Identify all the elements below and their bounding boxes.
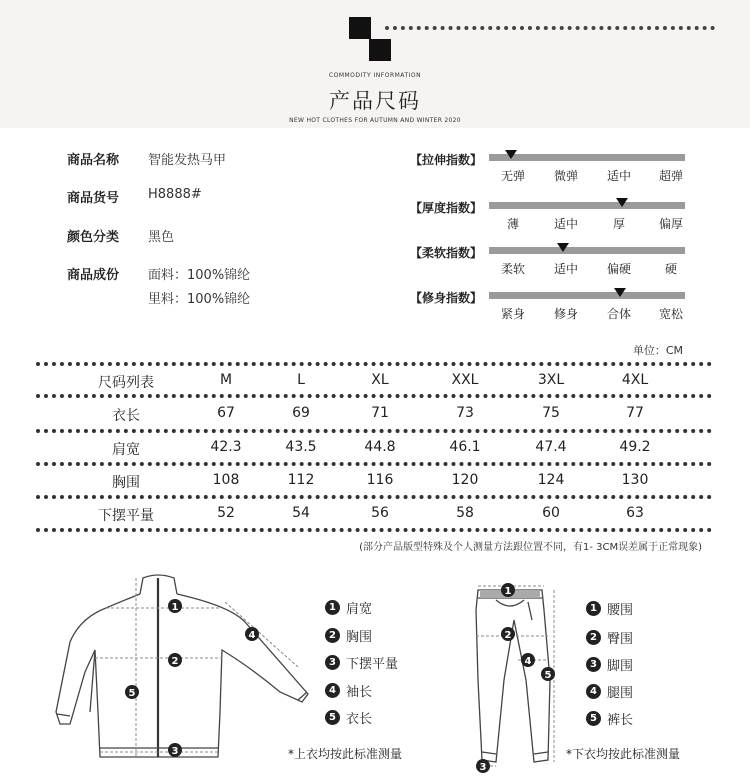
index-option-2-0: 柔软	[500, 262, 525, 276]
table-cell: 69	[292, 405, 310, 421]
legend-item-4	[325, 681, 372, 700]
measurement-note: (部分产品版型特殊及个人测量方法跟位置不同，有1- 3CM误差属于正常现象)	[359, 542, 702, 553]
table-divider-5	[36, 528, 712, 532]
legend-label: 袖长	[346, 685, 373, 700]
table-row-label: 肩宽	[112, 442, 140, 458]
legend-label: 胸围	[346, 630, 373, 645]
table-cell: 77	[626, 405, 644, 421]
table-cell: 67	[217, 405, 235, 421]
index-option-0-1: 微弹	[553, 169, 578, 183]
legend-label: 臀围	[607, 632, 634, 647]
index-label-1: 【厚度指数】	[410, 201, 483, 215]
table-cell: 112	[287, 472, 315, 488]
table-header-size: L	[297, 372, 305, 388]
table-cell: 75	[542, 405, 560, 421]
jacket-marker-4-label: 4	[248, 630, 256, 641]
pants-markers	[476, 583, 555, 773]
legend-number-badge: 1	[586, 601, 601, 616]
legend-label: 下摆平量	[346, 657, 399, 672]
index-option-3-0: 紧身	[500, 307, 525, 321]
index-marker-3	[614, 288, 626, 297]
legend-number-badge: 5	[325, 710, 340, 725]
table-cell: 58	[456, 505, 474, 521]
index-option-0-0: 无弹	[500, 169, 525, 183]
index-option-1-2: 厚	[612, 217, 625, 231]
index-marker-2	[557, 243, 569, 252]
table-cell: 73	[456, 405, 474, 421]
header-tagline-en: NEW HOT CLOTHES FOR AUTUMN AND WINTER 2020	[289, 117, 461, 124]
product-sku-label: 商品货号	[67, 191, 120, 206]
table-header-size: XXL	[451, 372, 479, 388]
index-option-3-1: 修身	[553, 307, 578, 321]
index-option-0-2: 适中	[606, 169, 631, 183]
legend-number-badge: 2	[325, 628, 340, 643]
table-cell: 47.4	[535, 439, 567, 455]
color-value: 黑色	[148, 230, 175, 245]
legend-label: 裤长	[607, 713, 634, 728]
pants-marker-2-label: 2	[504, 630, 512, 641]
legend-number-badge: 3	[586, 657, 601, 672]
legend-item-3	[325, 653, 398, 672]
jacket-marker-5-label: 5	[128, 688, 136, 699]
table-header-label: 尺码列表	[98, 375, 154, 391]
table-row-label: 衣长	[112, 408, 140, 424]
table-cell: 116	[366, 472, 394, 488]
index-bar-0	[489, 154, 685, 161]
composition-lining-value: 里料：100%锦纶	[148, 292, 251, 307]
pants-marker-3-label: 3	[479, 762, 487, 773]
legend-item-4	[586, 682, 633, 701]
legend-item-1	[586, 599, 633, 618]
index-label-2: 【柔软指数】	[410, 246, 483, 260]
legend-number-badge: 2	[586, 630, 601, 645]
jacket-marker-3-label: 3	[171, 746, 179, 757]
index-marker-1	[616, 198, 628, 207]
index-option-2-2: 偏硬	[606, 262, 631, 276]
index-label-0: 【拉伸指数】	[410, 153, 483, 167]
table-divider-0	[36, 362, 712, 366]
table-cell: 120	[451, 472, 479, 488]
product-name-value: 智能发热马甲	[148, 153, 227, 168]
table-cell: 71	[371, 405, 389, 421]
pants-marker-4-label: 4	[524, 656, 532, 667]
legend-number-badge: 4	[325, 683, 340, 698]
table-header-size: 3XL	[537, 372, 565, 388]
legend-item-5	[586, 709, 633, 728]
table-cell: 43.5	[285, 439, 317, 455]
table-cell: 63	[626, 505, 644, 521]
pants-diagram	[466, 580, 566, 776]
header-dotted-line	[385, 26, 715, 30]
logo-square-bottom	[369, 39, 391, 61]
table-row-label: 胸围	[112, 475, 140, 491]
legend-label: 腿围	[607, 686, 634, 701]
table-row-label: 下摆平量	[98, 508, 154, 524]
table-cell: 44.8	[364, 439, 396, 455]
logo-square-top	[349, 17, 371, 39]
index-bar-3	[489, 292, 685, 299]
legend-number-badge: 5	[586, 711, 601, 726]
index-option-1-0: 薄	[506, 217, 519, 231]
jacket-marker-2-label: 2	[171, 656, 179, 667]
table-header-size: XL	[371, 372, 389, 388]
legend-label: 衣长	[346, 712, 373, 727]
table-header-size: 4XL	[621, 372, 649, 388]
pants-footnote: *下衣均按此标准测量	[566, 747, 681, 761]
table-header-size: M	[219, 372, 233, 388]
jacket-markers	[125, 599, 259, 757]
legend-number-badge: 3	[325, 655, 340, 670]
index-label-3: 【修身指数】	[410, 291, 483, 305]
legend-label: 肩宽	[346, 602, 373, 617]
page-title: 产品尺码	[329, 89, 421, 113]
index-option-3-3: 宽松	[658, 307, 683, 321]
index-option-3-2: 合体	[606, 307, 631, 321]
product-name-label: 商品名称	[67, 153, 120, 168]
table-cell: 56	[371, 505, 389, 521]
jacket-footnote: *上衣均按此标准测量	[288, 747, 403, 761]
legend-item-1	[325, 598, 372, 617]
pants-marker-1-label: 1	[504, 586, 512, 597]
header-subtitle-en: COMMODITY INFORMATION	[328, 72, 422, 79]
table-cell: 42.3	[210, 439, 242, 455]
index-option-1-3: 偏厚	[658, 217, 683, 231]
legend-label: 腰围	[607, 603, 634, 618]
table-divider-2	[36, 429, 712, 433]
table-cell: 124	[537, 472, 565, 488]
legend-item-5	[325, 708, 372, 727]
table-divider-4	[36, 495, 712, 499]
index-option-0-3: 超弹	[658, 169, 683, 183]
table-divider-3	[36, 462, 712, 466]
legend-item-2	[586, 628, 633, 647]
index-marker-0	[505, 150, 517, 159]
index-option-1-1: 适中	[553, 217, 578, 231]
product-sku-value: H8888#	[148, 187, 202, 202]
table-cell: 52	[217, 505, 235, 521]
legend-number-badge: 1	[325, 600, 340, 615]
legend-label: 脚围	[607, 659, 634, 674]
table-cell: 108	[212, 472, 240, 488]
composition-label: 商品成份	[67, 268, 120, 283]
table-divider-1	[36, 394, 712, 398]
color-label: 颜色分类	[67, 230, 120, 245]
jacket-diagram	[40, 572, 330, 772]
table-cell: 130	[621, 472, 649, 488]
legend-item-2	[325, 626, 372, 645]
table-cell: 60	[542, 505, 560, 521]
legend-number-badge: 4	[586, 684, 601, 699]
table-cell: 46.1	[449, 439, 481, 455]
unit-label: 单位：CM	[632, 344, 683, 357]
composition-shell-value: 面料：100%锦纶	[148, 268, 251, 283]
index-option-2-3: 硬	[664, 262, 677, 276]
legend-item-3	[586, 655, 633, 674]
table-cell: 54	[292, 505, 310, 521]
index-option-2-1: 适中	[553, 262, 578, 276]
pants-marker-5-label: 5	[544, 670, 552, 681]
index-bar-1	[489, 202, 685, 209]
table-cell: 49.2	[619, 439, 651, 455]
index-bar-2	[489, 247, 685, 254]
jacket-marker-1-label: 1	[171, 602, 179, 613]
